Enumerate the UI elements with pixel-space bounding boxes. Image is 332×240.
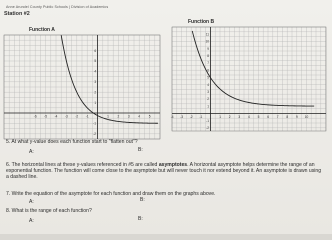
function-a-x-tick-label: 2: [117, 114, 120, 119]
q8-answer-b-label: B:: [138, 216, 143, 222]
function-a-y-tick-label: -1: [93, 121, 97, 126]
question-6: [6, 162, 322, 181]
function-a-x-tick-label: -1: [85, 114, 89, 119]
function-b-y-tick-label: 8: [207, 54, 209, 58]
function-a-x-tick-label: 5: [148, 114, 151, 119]
station-title: Station #2: [4, 11, 30, 17]
function-b-y-tick-label: 10: [205, 39, 209, 44]
function-b-x-tick-label: 4: [248, 114, 250, 119]
function-b-y-tick-label: 1: [207, 104, 209, 109]
function-b-x-tick-label: 8: [286, 114, 289, 119]
function-b-y-tick-label: 11: [205, 32, 209, 37]
function-b-x-tick-label: 7: [276, 114, 279, 119]
function-a-x-tick-label: -4: [54, 114, 58, 119]
function-b-y-tick-label: 7: [207, 61, 209, 66]
function-b-x-tick-label: -2: [189, 114, 193, 119]
function-a-x-tick-label: -5: [44, 114, 48, 119]
function-a-y-tick-label: 3: [94, 80, 97, 84]
function-a-y-tick-label: 1: [94, 100, 97, 105]
function-b-y-tick-label: 4: [207, 82, 209, 87]
q7-answer-b-label: B:: [140, 197, 145, 203]
function-a-x-tick-label: 3: [127, 114, 130, 119]
function-b-y-tick-label: 5: [207, 75, 209, 80]
function-a-x-tick-label: -3: [64, 114, 68, 119]
function-b-y-tick-label: 9: [207, 46, 209, 51]
function-a-y-tick-label: 2: [94, 90, 97, 95]
function-b-y-tick-label: -1: [206, 118, 209, 123]
function-b-y-tick-label: -2: [206, 126, 209, 130]
q6-prefix: 6. The horizontal lines at these y-values referenced in #5 are called: [6, 162, 159, 168]
question-5: 5. At what y-value does each function start to "flatten out"?: [6, 139, 138, 145]
question-8: 8. What is the range of each function?: [6, 208, 92, 214]
function-b-graph: [172, 27, 326, 131]
function-b-x-tick-label: 1: [219, 114, 221, 119]
function-a-y-tick-label: 6: [94, 48, 97, 53]
function-b-x-tick-label: 6: [267, 114, 269, 119]
function-a-y-tick-label: 5: [94, 59, 97, 64]
question-7: 7. Write the equation of the asymptote for each function and draw them on the graphs above.: [6, 191, 216, 197]
function-a-y-tick-label: 4: [94, 69, 97, 74]
function-b-x-tick-label: 2: [228, 114, 231, 119]
function-b-x-tick-label: -1: [199, 114, 203, 119]
function-b-x-tick-label: 10: [304, 114, 309, 119]
function-b-x-tick-label: -3: [180, 114, 184, 119]
function-a-curve: [61, 35, 158, 123]
function-b-y-tick-label: 6: [207, 68, 209, 73]
function-a-x-tick-label: -6: [33, 114, 37, 119]
q8-answer-a-label: A:: [29, 218, 34, 224]
function-b-x-tick-label: 9: [296, 114, 298, 119]
function-b-y-tick-label: 2: [207, 97, 209, 102]
function-b-y-tick-label: 3: [207, 90, 209, 94]
function-a-x-tick-label: 4: [138, 114, 141, 119]
function-a-x-tick-label: 1: [107, 114, 109, 119]
q5-answer-a-label: A:: [29, 149, 34, 155]
function-b-title: Function B: [188, 19, 215, 25]
q6-suffix: . A horizontal asymptote helps determine the range of an exponential function. The function will come close to the asymptote but will never touch it nor extend beyond it. An asymptote is drawn using a dashed line.: [6, 162, 322, 181]
function-b-x-tick-label: 3: [238, 114, 241, 119]
function-a-graph: [4, 35, 160, 139]
function-b-x-tick-label: 5: [257, 114, 260, 119]
function-b-x-tick-label: -4: [170, 114, 174, 119]
function-a-x-tick-label: -2: [75, 114, 79, 119]
q6-keyword: asymptotes: [158, 162, 188, 168]
q7-answer-a-label: A:: [29, 199, 34, 205]
function-a-title: Function A: [29, 27, 55, 33]
header-org: Anne Arundel County Public Schools | Division of Academics: [6, 5, 109, 9]
function-a-y-tick-label: -2: [93, 132, 97, 136]
q5-answer-b-label: B:: [138, 147, 143, 153]
